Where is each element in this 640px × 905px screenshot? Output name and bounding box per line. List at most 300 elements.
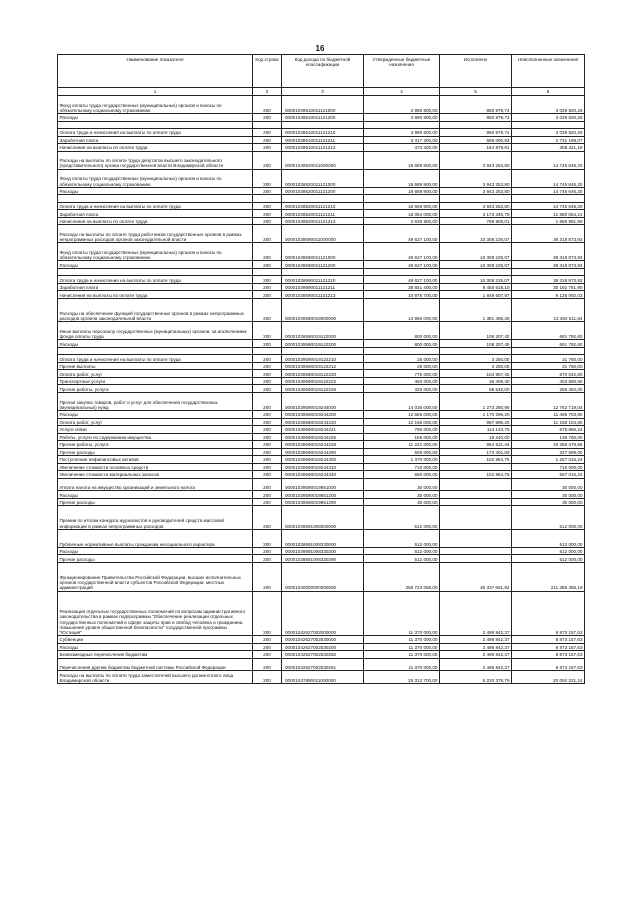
row-executed-cell [440,547,512,555]
row-budget-code-cell: 00001039510011121000 [282,96,364,114]
row-approved-cell: 49 627 100,00 [364,276,440,284]
row-unexecuted-cell: 14 746 646,20 [512,187,585,195]
row-unexecuted-cell: 3 039 620,26 [512,129,585,137]
row-line-code-cell: 200 [253,411,282,419]
row-line-code-cell: 200 [253,671,282,684]
table-body [58,96,585,684]
table-row [58,347,585,355]
row-line-code-cell: 200 [253,555,282,563]
table-row [58,671,585,684]
row-name-cell [58,268,253,276]
row-line-code-cell: 200 [253,591,282,636]
row-unexecuted-cell: 8 873 157,63 [512,643,585,651]
row-executed-cell: 114 133,76 [440,426,512,434]
table-row [58,340,585,348]
row-unexecuted-cell [512,195,585,203]
row-unexecuted-cell: 30 000,00 [512,491,585,499]
column-number: 4 [364,88,440,96]
row-budget-code-cell: 00001039590019851290 [282,498,364,506]
row-executed-cell: 19 240,00 [440,433,512,441]
page-number: 16 [315,44,325,53]
row-approved-cell: 155 000,00 [364,433,440,441]
table-row [58,385,585,393]
row-name-cell: Прочие расходы [58,498,253,506]
row-executed-cell: 10 308 226,07 [440,243,512,261]
row-name-cell: Расходы [58,187,253,195]
row-budget-code-cell: 00001039590019851000 [282,478,364,491]
row-unexecuted-cell: 39 318 873,93 [512,261,585,269]
row-unexecuted-cell: 670 042,60 [512,370,585,378]
row-budget-code-cell: 00001039590019122200 [282,340,364,348]
row-name-cell: Оплата работ, услуг [58,370,253,378]
row-name-cell: Реализация отдельных государственных полномочий по вопросам административного законодательства в рамках подпрограммы "Обеспечение реализации отдельных государственных полномочий в сфере защиты прав и свобод человека и гражданина, повышения уровня общественной безопасности" государственной программы "Юстиция" [58,591,253,636]
row-unexecuted-cell: 2 731 199,07 [512,136,585,144]
row-approved-cell: 790 000,00 [364,426,440,434]
row-unexecuted-cell: 8 873 157,63 [512,651,585,659]
table-row [58,506,585,529]
row-line-code-cell: 200 [253,261,282,269]
table-row [58,355,585,363]
row-line-code-cell: 200 [253,362,282,370]
table-row [58,362,585,370]
row-unexecuted-cell: 308 421,19 [512,144,585,152]
row-budget-code-cell: 00001039590019122222 [282,377,364,385]
row-name-cell [58,195,253,203]
row-budget-code-cell: 00001039510011121213 [282,144,364,152]
row-budget-code-cell: 00001039590011121000 [282,243,364,261]
table-row [58,268,585,276]
row-approved-cell: 512 000,00 [364,506,440,529]
row-approved-cell: 16 054 000,00 [364,210,440,218]
table-row [58,636,585,644]
row-line-code-cell: 200 [253,385,282,393]
row-line-code-cell: 200 [253,478,282,491]
row-unexecuted-cell: 8 873 157,63 [512,636,585,644]
row-name-cell: Расходы на выплаты по оплате труда заместителей высшего должностного лица Владимирской области [58,671,253,684]
row-executed-cell: 864 521,44 [440,441,512,449]
row-executed-cell: 45 337 681,82 [440,562,512,591]
row-executed-cell: 10 308 226,07 [440,276,512,284]
table-row [58,210,585,218]
row-budget-code-cell [282,121,364,129]
row-name-cell: Оплата труда и начисления на выплаты по оплате труда [58,129,253,137]
row-approved-cell: 710 000,00 [364,463,440,471]
row-approved-cell: 11 370 000,00 [364,643,440,651]
row-name-cell: Заработная плата [58,136,253,144]
budget-execution-table [57,54,585,684]
row-executed-cell: 3 250,00 [440,355,512,363]
row-unexecuted-cell: 9 126 092,03 [512,291,585,299]
row-approved-cell: 775 000,00 [364,370,440,378]
row-name-cell: Увеличение стоимости основных средств [58,463,253,471]
row-name-cell: Заработная плата [58,283,253,291]
row-line-code-cell: 200 [253,217,282,225]
row-name-cell: Оплата труда и начисления на выплаты по оплате труда [58,276,253,284]
row-executed-cell: 10 308 226,07 [440,225,512,243]
row-name-cell: Расходы на выплаты по оплате труда депутатов высшего законодательного (представительного) органа государственной власти Владимирской области [58,151,253,169]
row-budget-code-cell: 00001039510011121200 [282,114,364,122]
row-budget-code-cell: 00001039590011000000 [282,225,364,243]
row-executed-cell: 3 943 253,80 [440,187,512,195]
row-line-code-cell: 200 [253,471,282,479]
table-row [58,426,585,434]
row-approved-cell: 450 000,00 [364,377,440,385]
row-unexecuted-cell: 3 039 620,26 [512,96,585,114]
row-approved-cell: 3 890 600,00 [364,129,440,137]
row-executed-cell: 1 849 607,97 [440,291,512,299]
row-executed-cell: 769 908,01 [440,217,512,225]
row-line-code-cell: 200 [253,283,282,291]
row-line-code-cell: 200 [253,291,282,299]
row-budget-code-cell [282,347,364,355]
table-row [58,322,585,340]
row-budget-code-cell: 00001039590019244340 [282,471,364,479]
row-executed-cell: 5 220 378,76 [440,671,512,684]
row-executed-cell: 686 000,93 [440,136,512,144]
row-name-cell: Расходы [58,114,253,122]
row-approved-cell: 10 975 700,00 [364,291,440,299]
row-name-cell: Публичные нормативные выплаты гражданам несоциального характера [58,529,253,547]
table-row [58,478,585,491]
row-approved-cell: 800 000,00 [364,322,440,340]
table-row [58,151,585,169]
row-budget-code-cell: 00001039510011121210 [282,129,364,137]
row-unexecuted-cell: 30 000,00 [512,478,585,491]
row-executed-cell [440,498,512,506]
row-approved-cell: 11 370 000,00 [364,651,440,659]
row-budget-code-cell: 00001042627002530000 [282,636,364,644]
row-executed-cell: 108 207,40 [440,322,512,340]
table-row [58,498,585,506]
row-approved-cell: 325 000,00 [364,385,440,393]
row-name-cell: Расходы на выплаты по оплате труда работников государственных органов в рамках непрограммных расходов органов законодательной власти [58,225,253,243]
row-unexecuted-cell: 1 267 015,24 [512,456,585,464]
table-row [58,169,585,187]
header-line-code: Код строки [253,55,282,88]
table-row [58,291,585,299]
row-approved-cell: 3 890 600,00 [364,96,440,114]
row-budget-code-cell: 00001039590019122210 [282,355,364,363]
row-unexecuted-cell: 21 750,00 [512,355,585,363]
row-line-code-cell: 200 [253,643,282,651]
row-unexecuted-cell: 512 000,00 [512,555,585,563]
column-number-row [58,88,585,96]
row-executed-cell [440,121,512,129]
table-row [58,471,585,479]
row-budget-code-cell: 00001039590019244221 [282,426,364,434]
table-row [58,114,585,122]
row-name-cell: Прочие расходы [58,555,253,563]
row-executed-cell: 3 943 253,80 [440,202,512,210]
table-row [58,136,585,144]
row-unexecuted-cell: 39 318 873,93 [512,243,585,261]
column-number: 1 [58,88,253,96]
row-budget-code-cell: 00001047890011000000 [282,671,364,684]
row-unexecuted-cell: 12 762 719,04 [512,392,585,410]
row-unexecuted-cell: 30 000,00 [512,498,585,506]
row-name-cell: Прочая закупка товаров, работ и услуг для обеспечения государственных (муниципальных) нужд [58,392,253,410]
row-budget-code-cell: 00001039591008000000 [282,506,364,529]
row-line-code-cell: 200 [253,506,282,529]
row-budget-code-cell: 00001039590019244200 [282,411,364,419]
row-line-code-cell: 200 [253,418,282,426]
row-name-cell: Расходы [58,491,253,499]
row-budget-code-cell: 00001039520011121213 [282,217,364,225]
row-approved-cell: 12 666 000,00 [364,411,440,419]
row-executed-cell: 850 979,74 [440,114,512,122]
row-line-code-cell: 200 [253,448,282,456]
header-indicator-name: Наименование показателя [58,55,253,88]
row-name-cell: Начисления на выплаты по оплате труда [58,291,253,299]
table-row [58,298,585,321]
row-budget-code-cell: 00001039590019244290 [282,448,364,456]
row-unexecuted-cell: 135 760,00 [512,433,585,441]
row-name-cell: Поступление нефинансовых активов [58,456,253,464]
row-unexecuted-cell: 8 873 157,63 [512,658,585,671]
row-unexecuted-cell: 11 168 104,80 [512,418,585,426]
row-budget-code-cell: 00001039590019244226 [282,441,364,449]
row-budget-code-cell: 00001039590019244000 [282,392,364,410]
column-number: 3 [282,88,364,96]
row-approved-cell [364,268,440,276]
row-name-cell: Расходы [58,643,253,651]
row-executed-cell: 8 458 618,10 [440,283,512,291]
row-name-cell: Иные выплаты персоналу государственных (муниципальных) органов, за исключением фонда оплаты труда [58,322,253,340]
row-approved-cell: 3 890 600,00 [364,114,440,122]
row-name-cell: Фонд оплаты труда государственных (муниципальных) органов и взносы по обязательному социальному страхованию [58,169,253,187]
table-row [58,225,585,243]
row-budget-code-cell: 00001042627002530250 [282,651,364,659]
table-row [58,195,585,203]
row-approved-cell: 25 000,00 [364,355,440,363]
row-budget-code-cell: 00001039520011121210 [282,202,364,210]
row-executed-cell: 10 308 226,07 [440,261,512,269]
row-unexecuted-cell: 3 039 620,26 [512,114,585,122]
row-line-code-cell: 200 [253,243,282,261]
row-unexecuted-cell: 39 318 873,93 [512,276,585,284]
row-budget-code-cell: 00001039520011121200 [282,187,364,195]
row-budget-code-cell: 00001039590019244310 [282,463,364,471]
row-budget-code-cell: 00001039591008330290 [282,555,364,563]
row-name-cell: Расходы на обеспечение функций государственных органов в рамках непрограммных расходов органов законодательной власти [58,298,253,321]
row-executed-cell: 997 895,20 [440,418,512,426]
table-row [58,187,585,195]
row-executed-cell: 108 207,40 [440,340,512,348]
row-executed-cell [440,506,512,529]
row-approved-cell: 18 689 900,00 [364,169,440,187]
row-line-code-cell: 200 [253,187,282,195]
row-line-code-cell: 200 [253,322,282,340]
table-row [58,643,585,651]
row-name-cell: Расходы [58,411,253,419]
column-number: 2 [253,88,282,96]
row-budget-code-cell: 00001039590011121200 [282,261,364,269]
row-approved-cell: 473 400,00 [364,144,440,152]
row-budget-code-cell: 00001039590019122220 [282,370,364,378]
row-unexecuted-cell: 710 000,00 [512,463,585,471]
row-line-code-cell: 200 [253,529,282,547]
row-executed-cell: 164 978,81 [440,144,512,152]
row-name-cell: Прочие расходы [58,448,253,456]
row-line-code-cell: 200 [253,210,282,218]
row-unexecuted-cell: 12 880 654,21 [512,210,585,218]
row-approved-cell [364,121,440,129]
table-row [58,243,585,261]
row-name-cell: Работы, услуги по содержанию имущества [58,433,253,441]
header-unexecuted: Неисполненные назначения [512,55,585,88]
row-line-code-cell [253,268,282,276]
row-executed-cell [440,555,512,563]
row-unexecuted-cell: 13 484 511,64 [512,298,585,321]
row-budget-code-cell: 00001039590019122000 [282,322,364,340]
row-approved-cell [364,195,440,203]
row-line-code-cell [253,195,282,203]
row-approved-cell: 30 000,00 [364,478,440,491]
row-line-code-cell: 200 [253,169,282,187]
row-approved-cell: 800 000,00 [364,340,440,348]
row-name-cell: Оплата работ, услуг [58,418,253,426]
row-line-code-cell: 200 [253,225,282,243]
row-name-cell: Функционирование Правительства Российской Федерации, высших исполнительных органов государственной власти субъектов Российской Федерации, местных администраций [58,562,253,591]
row-executed-cell: 3 943 253,80 [440,151,512,169]
row-approved-cell: 38 651 400,00 [364,283,440,291]
row-approved-cell: 30 000,00 [364,498,440,506]
row-line-code-cell: 200 [253,491,282,499]
row-budget-code-cell [282,195,364,203]
table-row [58,491,585,499]
row-budget-code-cell: 00001039590011121210 [282,276,364,284]
row-unexecuted-cell: 14 746 646,20 [512,169,585,187]
header-row [58,55,585,88]
row-approved-cell: 500 000,00 [364,448,440,456]
row-line-code-cell: 200 [253,636,282,644]
table-row [58,591,585,636]
row-approved-cell: 25 312 700,00 [364,671,440,684]
row-budget-code-cell: 00001039591008330000 [282,529,364,547]
row-approved-cell: 660 000,00 [364,471,440,479]
row-line-code-cell: 200 [253,433,282,441]
row-line-code-cell [253,121,282,129]
row-budget-code-cell: 00001039590019244225 [282,433,364,441]
row-approved-cell: 49 627 100,00 [364,243,440,261]
row-approved-cell: 512 000,00 [364,529,440,547]
row-line-code-cell: 200 [253,355,282,363]
table-row [58,658,585,671]
row-name-cell: Прочие работы, услуги [58,385,253,393]
row-name-cell: Начисления на выплаты по оплате труда [58,217,253,225]
row-executed-cell: 58 548,00 [440,385,512,393]
row-budget-code-cell: 00001039590019851200 [282,491,364,499]
row-executed-cell: 2 496 842,37 [440,651,512,659]
row-executed-cell [440,491,512,499]
row-unexecuted-cell: 327 599,00 [512,448,585,456]
row-executed-cell: 2 496 842,37 [440,591,512,636]
row-unexecuted-cell: 8 873 157,63 [512,591,585,636]
row-executed-cell: 850 979,74 [440,129,512,137]
row-executed-cell [440,347,512,355]
table-row [58,562,585,591]
table-row [58,529,585,547]
row-executed-cell: 1 273 280,96 [440,392,512,410]
table-row [58,448,585,456]
row-executed-cell: 1 170 296,20 [440,411,512,419]
row-approved-cell [364,347,440,355]
row-unexecuted-cell: 11 495 703,80 [512,411,585,419]
row-approved-cell: 11 370 000,00 [364,591,440,636]
row-budget-code-cell: 00001039591008330200 [282,547,364,555]
row-executed-cell: 2 496 842,37 [440,643,512,651]
row-line-code-cell: 200 [253,658,282,671]
row-budget-code-cell: 00001042627002530251 [282,658,364,671]
row-line-code-cell: 200 [253,456,282,464]
row-unexecuted-cell: 10 356 478,56 [512,441,585,449]
table-row [58,547,585,555]
row-executed-cell [440,529,512,547]
row-executed-cell: 3 943 253,80 [440,169,512,187]
row-name-cell: Услуги связи [58,426,253,434]
row-executed-cell: 3 250,00 [440,362,512,370]
row-approved-cell: 11 370 000,00 [364,658,440,671]
row-budget-code-cell: 00001039590019244300 [282,456,364,464]
row-unexecuted-cell: 14 746 646,20 [512,202,585,210]
row-budget-code-cell: 00001039520011121000 [282,169,364,187]
row-line-code-cell: 200 [253,144,282,152]
row-executed-cell: 102 984,76 [440,456,512,464]
row-executed-cell: 1 381 488,36 [440,298,512,321]
row-line-code-cell: 200 [253,96,282,114]
row-unexecuted-cell: 211 385 386,18 [512,562,585,591]
row-name-cell: Перечисления другим бюджетам бюджетной системы Российской Федерации [58,658,253,671]
row-line-code-cell: 200 [253,377,282,385]
header-approved: Утвержденные бюджетные назначения [364,55,440,88]
row-approved-cell: 14 036 000,00 [364,392,440,410]
table-row [58,463,585,471]
header-executed: Исполнено [440,55,512,88]
row-name-cell: Оплата труда и начисления на выплаты по оплате труда [58,202,253,210]
row-name-cell: Прочие выплаты [58,362,253,370]
row-unexecuted-cell [512,347,585,355]
row-name-cell: Прочие работы, услуги [58,441,253,449]
row-name-cell: Транспортные услуги [58,377,253,385]
table-row [58,144,585,152]
row-name-cell: Субвенции [58,636,253,644]
row-budget-code-cell: 00001039590011121213 [282,291,364,299]
row-approved-cell: 49 627 100,00 [364,261,440,269]
row-unexecuted-cell: 691 792,60 [512,340,585,348]
row-name-cell: Расходы [58,261,253,269]
row-line-code-cell: 200 [253,562,282,591]
table-row [58,433,585,441]
row-line-code-cell [253,347,282,355]
table-row [58,418,585,426]
column-number: 5 [440,88,512,96]
row-budget-code-cell: 00001040000000000000 [282,562,364,591]
row-line-code-cell: 200 [253,651,282,659]
row-approved-cell: 1 370 000,00 [364,456,440,464]
row-unexecuted-cell [512,268,585,276]
row-executed-cell: 172 401,00 [440,448,512,456]
table-row [58,441,585,449]
row-approved-cell: 49 627 100,00 [364,225,440,243]
row-unexecuted-cell: 1 865 991,99 [512,217,585,225]
row-unexecuted-cell: 21 750,00 [512,362,585,370]
row-name-cell: Расходы [58,547,253,555]
row-name-cell: Оплата труда и начисления на выплаты по оплате труда [58,355,253,363]
row-executed-cell [440,268,512,276]
table-row [58,276,585,284]
table-row [58,261,585,269]
row-line-code-cell: 200 [253,340,282,348]
